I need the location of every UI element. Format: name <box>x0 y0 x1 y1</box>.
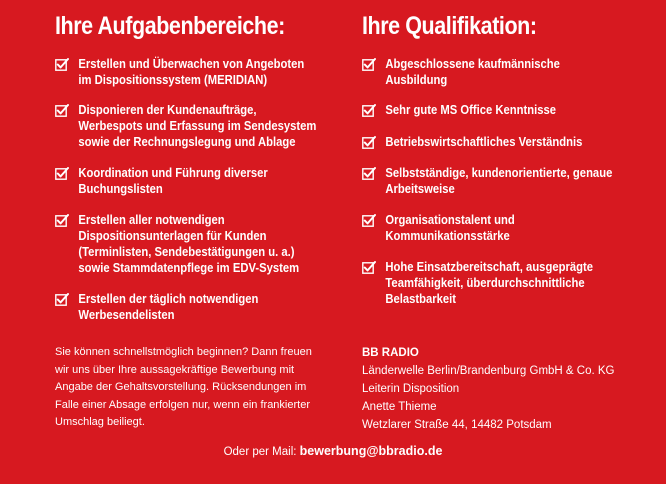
qualification-item: Abgeschlossene kaufmännische Ausbildung <box>362 56 582 88</box>
task-item: Erstellen und Überwachen von Angeboten im Dispositionssystem (MERIDIAN) <box>55 56 332 88</box>
qualification-item: Betriebswirtschaftliches Verständnis <box>362 134 607 150</box>
qualification-item: Sehr gute MS Office Kenntnisse <box>362 102 578 118</box>
qualifications-title: Ihre Qualifikation: <box>362 12 537 40</box>
task-item: Erstellen der täglich notwendigen Werbesendelisten <box>55 291 281 323</box>
company-name: BB RADIO <box>362 347 419 359</box>
task-item: Disponieren der Kundenaufträge, Werbespots und Erfassung im Sendesystem sowie der Rechnungslegung und Ablage <box>55 102 345 150</box>
qualification-item: Organisationstalent und Kommunikationsstärke <box>362 212 532 244</box>
qualification-item: Hohe Einsatzbereitschaft, ausgeprägte Teamfähigkeit, überdurchschnittliche Belastbarkeit <box>362 259 619 307</box>
qualification-item: Selbstständige, kundenorientierte, genaue Arbeitsweise <box>362 165 640 197</box>
tasks-title: Ihre Aufgabenbereiche: <box>55 12 285 40</box>
footer-prefix: Oder per Mail: <box>223 446 297 458</box>
contact-person: Anette Thieme <box>362 401 437 413</box>
contact-address <box>362 344 615 434</box>
department: Leiterin Disposition <box>362 383 460 395</box>
application-note: Sie können schnellstmöglich beginnen? Dann freuen wir uns über Ihre aussagekräftige Bewerbung mit Angabe der Gehaltsvorstellung. Rücksendungen im Falle einer Absage erfolgen nur, wenn ein frankierter Umschlag beiliegt. <box>55 346 312 428</box>
task-item: Koordination und Führung diverser Buchungslisten <box>55 165 291 197</box>
task-item: Erstellen aller notwendigen Dispositionsunterlagen für Kunden (Terminlisten, Sendebestätigungen u. a.) sowie Stammdatenpflege im EDV-System <box>55 212 326 276</box>
footer <box>0 444 666 458</box>
email-link[interactable]: bewerbung@bbradio.de <box>299 444 443 458</box>
street-address: Wetzlarer Straße 44, 14482 Potsdam <box>362 419 552 431</box>
legal-name: Länderwelle Berlin/Brandenburg GmbH & Co. KG <box>362 365 615 377</box>
